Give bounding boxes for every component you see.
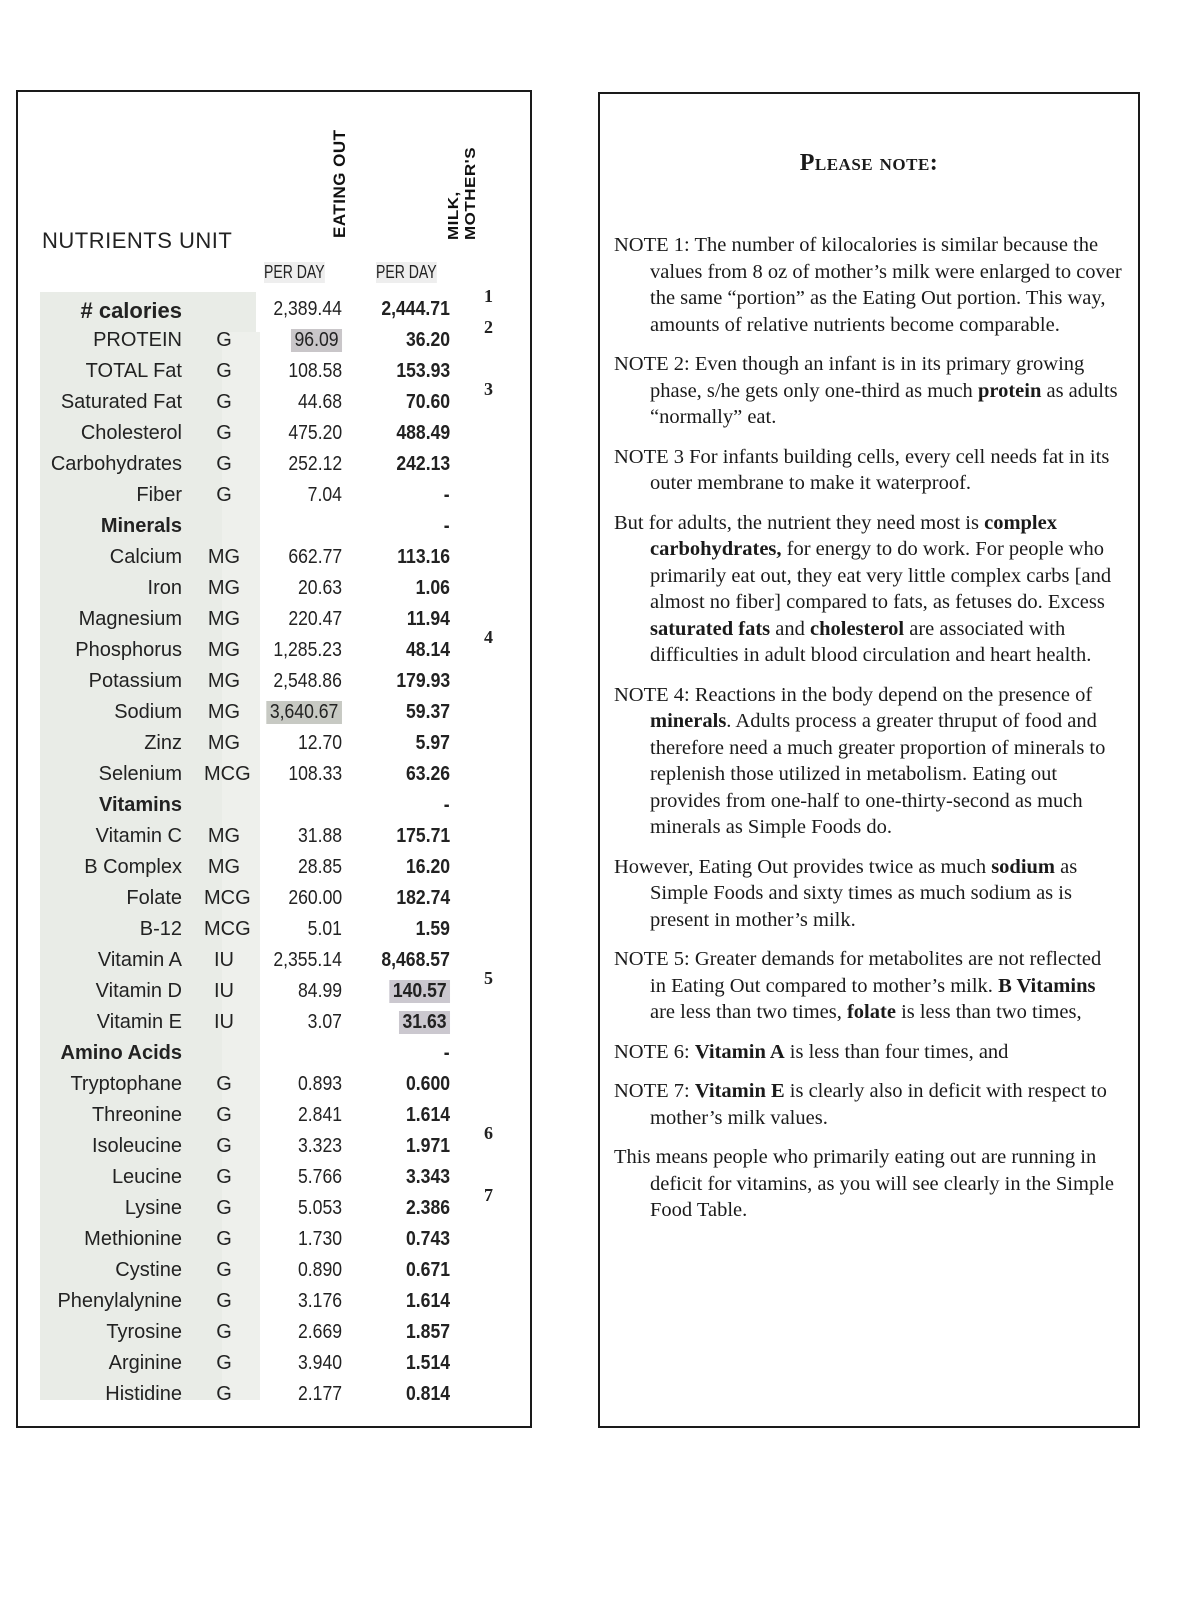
eating-out-value: 3.176 bbox=[297, 1290, 342, 1312]
table-row bbox=[18, 697, 530, 728]
nutrient-name: Threonine bbox=[91, 1104, 182, 1126]
mothers-milk-value: 70.60 bbox=[405, 391, 450, 413]
nutrient-name: Selenium bbox=[98, 763, 182, 785]
mothers-milk-value: 0.814 bbox=[405, 1383, 450, 1405]
table-row bbox=[18, 852, 530, 883]
nutrient-name: Saturated Fat bbox=[60, 391, 182, 413]
nutrient-unit: G bbox=[216, 1383, 232, 1405]
note-text: NOTE 7: bbox=[614, 1080, 695, 1102]
nutrient-unit: MCG bbox=[204, 918, 251, 940]
nutrient-name: Arginine bbox=[108, 1352, 182, 1374]
nutrient-unit: G bbox=[216, 422, 232, 444]
mothers-milk-value: 179.93 bbox=[396, 670, 450, 692]
nutrient-name: Cholesterol bbox=[80, 422, 182, 444]
table-row bbox=[18, 356, 530, 387]
note-text: NOTE 3 For infants building cells, every cell needs fat in its outer membrane to make it waterproof. bbox=[614, 445, 1110, 494]
footnote-marker: 4 bbox=[484, 627, 493, 647]
mothers-milk-value: 16.20 bbox=[405, 856, 450, 878]
nutrient-name: Vitamin D bbox=[95, 980, 182, 1002]
table-row bbox=[18, 968, 530, 1007]
eating-out-value: 108.33 bbox=[288, 763, 342, 785]
footnote-marker: 3 bbox=[484, 379, 493, 399]
nutrient-name: Vitamins bbox=[99, 794, 182, 816]
note-paragraph bbox=[614, 444, 1122, 497]
eating-out-value: 108.58 bbox=[288, 360, 342, 382]
nutrient-name: # calories bbox=[80, 298, 182, 323]
table-row bbox=[18, 883, 530, 914]
nutrient-name: Fiber bbox=[136, 484, 182, 506]
mothers-milk-value: 242.13 bbox=[396, 453, 450, 475]
nutrient-unit: G bbox=[216, 360, 232, 382]
nutrient-name: Calcium bbox=[109, 546, 182, 568]
note-text: However, Eating Out provides twice as much bbox=[614, 855, 992, 878]
note-text: are associated with difficulties in adult blood circulation and heart health. bbox=[650, 617, 1092, 666]
eating-out-value: 96.09 bbox=[291, 329, 342, 352]
notes-title: Please note: bbox=[799, 150, 939, 176]
note-text: NOTE 4: Reactions in the body depend on the presence of bbox=[614, 683, 1093, 706]
eating-out-column-header: EATING OUT bbox=[330, 129, 349, 238]
nutrient-name: PROTEIN bbox=[93, 329, 182, 351]
nutrient-unit: G bbox=[216, 1197, 232, 1219]
note-paragraph bbox=[614, 854, 1122, 934]
table-row bbox=[18, 759, 530, 790]
table-row bbox=[18, 379, 530, 418]
nutrient-name: Leucine bbox=[111, 1166, 182, 1188]
nutrient-unit: MG bbox=[207, 856, 241, 878]
eating-out-value: 252.12 bbox=[288, 453, 342, 475]
note-emphasis: minerals bbox=[650, 710, 727, 732]
nutrient-rows bbox=[18, 286, 530, 1410]
mothers-milk-value: 0.743 bbox=[405, 1228, 450, 1250]
nutrient-unit: MG bbox=[207, 670, 241, 692]
mothers-milk-value: 8,468.57 bbox=[381, 949, 450, 971]
note-text: for energy to do work. For people who primarily eat out, they eat very little complex carbs [and almost no fiber] compared to fats, as fetuses do. Excess bbox=[650, 538, 1112, 613]
eating-out-value: 260.00 bbox=[288, 887, 342, 909]
note-text: NOTE 1: The number of kilocalories is similar because the values from 8 oz of mother’s milk were enlarged to cover the same “portion” as the Eating Out portion. This way, amounts of relative nutrients become comparable. bbox=[614, 234, 1122, 336]
note-text: as adults “normally” eat. bbox=[650, 379, 1118, 428]
table-row bbox=[18, 573, 530, 604]
nutrient-unit: MG bbox=[207, 639, 241, 661]
eating-out-value: 2,548.86 bbox=[273, 670, 342, 692]
nutrient-unit: G bbox=[216, 1073, 232, 1095]
nutrient-unit: G bbox=[216, 1290, 232, 1312]
mothers-milk-value: 0.600 bbox=[405, 1073, 450, 1095]
eating-out-value: 5.053 bbox=[297, 1197, 342, 1219]
table-row bbox=[18, 1038, 530, 1069]
eating-out-value: 20.63 bbox=[297, 577, 342, 599]
note-text: NOTE 6: bbox=[614, 1040, 695, 1063]
nutrient-name: Iron bbox=[147, 577, 182, 599]
footnote-marker: 7 bbox=[484, 1185, 493, 1205]
mothers-milk-value: 1.971 bbox=[405, 1135, 450, 1157]
notes-list bbox=[614, 232, 1122, 1237]
mothers-milk-value: 63.26 bbox=[405, 763, 450, 785]
nutrient-name: Vitamin C bbox=[95, 825, 182, 847]
mothers-milk-value: 153.93 bbox=[396, 360, 450, 382]
table-row bbox=[18, 480, 530, 511]
nutrient-name: TOTAL Fat bbox=[85, 360, 182, 382]
nutrient-unit: G bbox=[216, 1135, 232, 1157]
note-text: This means people who primarily eating out are running in deficit for vitamins, as you will see clearly in the Simple Food Table. bbox=[614, 1146, 1114, 1221]
nutrient-name: Zinz bbox=[144, 732, 182, 754]
table-row bbox=[18, 1348, 530, 1379]
nutrient-name: Vitamin E bbox=[96, 1011, 182, 1033]
note-paragraph bbox=[614, 1039, 1122, 1066]
table-row bbox=[18, 604, 530, 635]
eating-out-value: 28.85 bbox=[297, 856, 342, 878]
mothers-milk-value: 182.74 bbox=[396, 887, 450, 909]
notes-panel bbox=[598, 92, 1140, 1428]
nutrient-unit: MG bbox=[207, 577, 241, 599]
mothers-milk-value: 140.57 bbox=[389, 980, 450, 1003]
eating-out-value: 662.77 bbox=[288, 546, 342, 568]
note-text: is less than two times, bbox=[895, 1001, 1082, 1023]
table-row bbox=[18, 821, 530, 852]
table-row bbox=[18, 1255, 530, 1286]
eating-out-value: 84.99 bbox=[297, 980, 342, 1002]
table-row bbox=[18, 1162, 530, 1193]
table-row bbox=[18, 511, 530, 542]
footnote-marker: 1 bbox=[484, 286, 493, 306]
nutrient-name: Tyrosine bbox=[106, 1321, 182, 1343]
mothers-milk-value: 1.857 bbox=[405, 1321, 450, 1343]
nutrient-name: Isoleucine bbox=[91, 1135, 182, 1157]
table-row bbox=[18, 1317, 530, 1348]
eating-out-value: 5.766 bbox=[297, 1166, 342, 1188]
nutrient-unit: G bbox=[216, 453, 232, 475]
table-row bbox=[18, 728, 530, 759]
table-row bbox=[18, 666, 530, 697]
nutrient-name: Methionine bbox=[84, 1228, 182, 1250]
eating-out-value: 2.669 bbox=[297, 1321, 342, 1343]
eating-out-value: 12.70 bbox=[297, 732, 342, 754]
nutrient-unit: MG bbox=[207, 701, 241, 723]
note-text: But for adults, the nutrient they need most is bbox=[614, 511, 985, 534]
nutrient-name: Carbohydrates bbox=[50, 453, 182, 475]
eating-out-value: 0.890 bbox=[297, 1259, 342, 1281]
nutrient-unit: G bbox=[216, 1352, 232, 1374]
mothers-milk-value: 1.614 bbox=[405, 1104, 450, 1126]
mothers-milk-value: 488.49 bbox=[396, 422, 450, 444]
eating-out-value: 1,285.23 bbox=[273, 639, 342, 661]
eating-out-value: 2.841 bbox=[297, 1104, 342, 1126]
mothers-milk-per-day-label: PER DAY bbox=[376, 262, 437, 282]
eating-out-value: 2,355.14 bbox=[273, 949, 342, 971]
footnote-marker: 6 bbox=[484, 1123, 493, 1143]
eating-out-value: 3.940 bbox=[297, 1352, 342, 1374]
nutrient-name: B-12 bbox=[139, 918, 182, 940]
note-emphasis: Vitamin E bbox=[694, 1080, 785, 1102]
note-paragraph bbox=[614, 682, 1122, 841]
mothers-milk-value: 2.386 bbox=[405, 1197, 450, 1219]
nutrient-unit: MG bbox=[207, 608, 241, 630]
mothers-milk-value: 48.14 bbox=[405, 639, 450, 661]
note-emphasis: Vitamin A bbox=[694, 1040, 785, 1063]
nutrient-unit: MCG bbox=[204, 763, 251, 785]
note-paragraph bbox=[614, 232, 1122, 338]
table-row bbox=[18, 542, 530, 573]
note-emphasis: complex carbohydrates, bbox=[650, 511, 1057, 560]
note-paragraph bbox=[614, 510, 1122, 669]
note-emphasis: B Vitamins bbox=[998, 974, 1096, 997]
mothers-milk-value: - bbox=[444, 484, 450, 506]
nutrient-unit: G bbox=[216, 1228, 232, 1250]
table-row bbox=[18, 914, 530, 945]
table-row bbox=[18, 449, 530, 480]
nutrient-name: Vitamin A bbox=[97, 949, 182, 971]
mothers-milk-value: 59.37 bbox=[405, 701, 450, 723]
nutrient-name: Minerals bbox=[100, 515, 182, 537]
eating-out-value: 7.04 bbox=[307, 484, 342, 506]
eating-out-value: 3.07 bbox=[307, 1011, 342, 1033]
eating-out-value: 5.01 bbox=[307, 918, 342, 940]
note-paragraph bbox=[614, 351, 1122, 431]
mothers-milk-value: 1.614 bbox=[405, 1290, 450, 1312]
mothers-milk-value: 0.671 bbox=[405, 1259, 450, 1281]
table-row bbox=[18, 627, 530, 666]
note-text: and bbox=[770, 617, 810, 640]
nutrient-unit: MG bbox=[207, 825, 241, 847]
mothers-milk-value: 31.63 bbox=[399, 1011, 450, 1034]
nutrient-name: Sodium bbox=[114, 701, 182, 723]
eating-out-value: 2,389.44 bbox=[273, 298, 342, 320]
nutrients-unit-header: NUTRIENTS UNIT bbox=[42, 228, 233, 253]
nutrient-unit: G bbox=[216, 1166, 232, 1188]
table-row bbox=[18, 945, 530, 976]
nutrient-unit: G bbox=[216, 329, 232, 351]
note-text: is clearly also in deficit with respect to mother’s milk values. bbox=[650, 1080, 1107, 1129]
nutrient-unit: G bbox=[216, 484, 232, 506]
eating-out-value: 475.20 bbox=[288, 422, 342, 444]
nutrient-unit: IU bbox=[214, 1011, 234, 1033]
table-row bbox=[18, 317, 530, 356]
nutrient-name: Lysine bbox=[124, 1197, 182, 1219]
mothers-milk-value: - bbox=[444, 794, 450, 816]
nutrient-unit: MG bbox=[207, 546, 241, 568]
nutrient-unit: IU bbox=[214, 949, 234, 971]
mothers-milk-value: 1.514 bbox=[405, 1352, 450, 1374]
mothers-milk-value: 1.06 bbox=[415, 577, 450, 599]
nutrient-name: Phosphorus bbox=[75, 639, 182, 661]
table-row bbox=[18, 418, 530, 449]
nutrient-name: Tryptophane bbox=[70, 1073, 182, 1095]
table-row bbox=[18, 1123, 530, 1162]
mothers-milk-value: - bbox=[444, 1042, 450, 1064]
eating-out-value: 3,640.67 bbox=[266, 701, 342, 724]
table-row bbox=[18, 790, 530, 821]
note-text: is less than four times, and bbox=[784, 1040, 1009, 1063]
nutrient-unit: G bbox=[216, 391, 232, 413]
eating-out-value: 31.88 bbox=[297, 825, 342, 847]
note-text: as Simple Foods and sixty times as much sodium as is present in mother’s milk. bbox=[650, 855, 1078, 931]
nutrient-name: Cystine bbox=[115, 1259, 182, 1281]
table-row bbox=[18, 1286, 530, 1317]
note-text: are less than two times, bbox=[650, 1001, 847, 1023]
note-emphasis: saturated fats bbox=[650, 617, 771, 640]
table-row bbox=[18, 1224, 530, 1255]
mothers-milk-value: - bbox=[444, 515, 450, 537]
mothers-milk-value: 36.20 bbox=[405, 329, 450, 351]
note-emphasis: cholesterol bbox=[810, 617, 905, 640]
nutrient-name: Magnesium bbox=[78, 608, 182, 630]
footnote-marker: 2 bbox=[484, 317, 493, 337]
mothers-milk-value: 11.94 bbox=[406, 608, 450, 630]
nutrient-name: Amino Acids bbox=[60, 1042, 182, 1064]
mothers-milk-column-header: MILK, MOTHER'S bbox=[445, 146, 479, 240]
nutrient-name: B Complex bbox=[84, 856, 182, 878]
table-row bbox=[18, 1185, 530, 1224]
nutrient-unit: MG bbox=[207, 732, 241, 754]
nutrient-name: Phenylalynine bbox=[57, 1290, 182, 1312]
footnote-marker: 5 bbox=[484, 968, 493, 988]
eating-out-value: 220.47 bbox=[288, 608, 342, 630]
mothers-milk-value: 113.16 bbox=[397, 546, 450, 568]
nutrient-unit: G bbox=[216, 1104, 232, 1126]
mothers-milk-value: 1.59 bbox=[415, 918, 450, 940]
mothers-milk-value: 175.71 bbox=[396, 825, 450, 847]
note-emphasis: protein bbox=[977, 379, 1042, 402]
table-row bbox=[18, 1007, 530, 1038]
nutrient-unit: MCG bbox=[204, 887, 251, 909]
nutrient-name: Folate bbox=[126, 887, 182, 909]
note-text: NOTE 5: Greater demands for metabolites are not reflected in Eating Out compared to mother’s milk. bbox=[614, 948, 1102, 997]
eating-out-value: 0.893 bbox=[297, 1073, 342, 1095]
table-row bbox=[18, 1100, 530, 1131]
nutrient-unit: G bbox=[216, 1321, 232, 1343]
table-row bbox=[18, 1069, 530, 1100]
nutrient-name: Potassium bbox=[88, 670, 182, 692]
note-paragraph bbox=[614, 946, 1122, 1026]
note-text: NOTE 2: Even though an infant is in its primary growing phase, s/he gets only one-third as much bbox=[614, 353, 1085, 402]
nutrient-name: Histidine bbox=[105, 1383, 182, 1405]
eating-out-value: 2.177 bbox=[297, 1383, 342, 1405]
mothers-milk-value: 3.343 bbox=[405, 1166, 450, 1188]
note-paragraph bbox=[614, 1144, 1122, 1224]
note-paragraph bbox=[614, 1078, 1122, 1131]
mothers-milk-value: 2,444.71 bbox=[381, 298, 450, 320]
eating-out-value: 44.68 bbox=[297, 391, 342, 413]
eating-out-value: 1.730 bbox=[297, 1228, 342, 1250]
eating-out-value: 3.323 bbox=[297, 1135, 342, 1157]
note-emphasis: sodium bbox=[991, 855, 1056, 878]
note-emphasis: folate bbox=[846, 1001, 896, 1023]
eating-out-per-day-label: PER DAY bbox=[264, 262, 325, 282]
nutrient-unit: G bbox=[216, 1259, 232, 1281]
nutrient-unit: IU bbox=[214, 980, 234, 1002]
table-row bbox=[18, 286, 530, 325]
nutrient-table-panel bbox=[16, 90, 532, 1428]
mothers-milk-value: 5.97 bbox=[415, 732, 450, 754]
table-row bbox=[18, 1379, 530, 1410]
note-text: . Adults process a greater thruput of food and therefore need a much greater proportion of minerals to replenish those utilized in metabolism. Eating out provides from one-half to one-thirty-second as much minerals as Simple Foods do. bbox=[650, 710, 1106, 838]
